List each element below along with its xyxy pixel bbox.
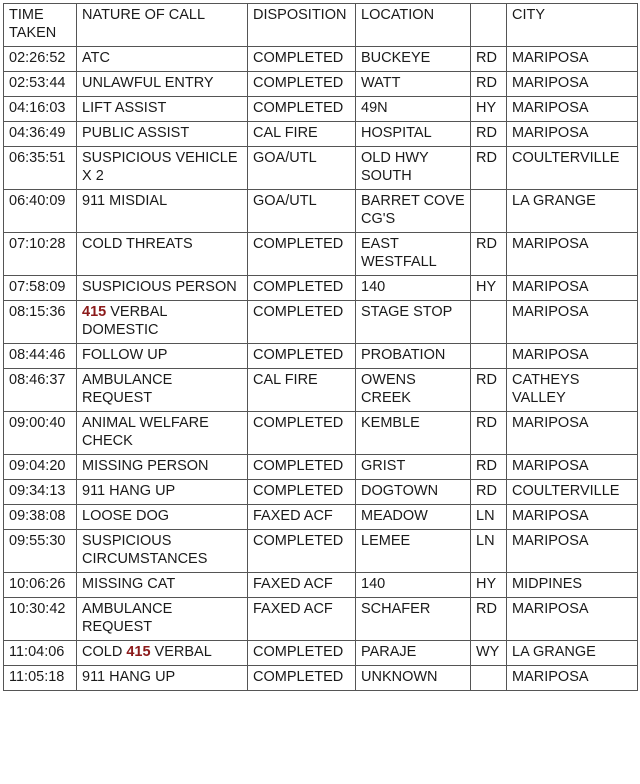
cell-location: 140 bbox=[356, 276, 471, 301]
cell-suffix: RD bbox=[471, 455, 507, 480]
cell-city: MARIPOSA bbox=[507, 47, 638, 72]
cell-disposition: GOA/UTL bbox=[248, 190, 356, 233]
cell-location: STAGE STOP bbox=[356, 301, 471, 344]
cell-suffix: HY bbox=[471, 573, 507, 598]
header-disposition: DISPOSITION bbox=[248, 4, 356, 47]
nature-text: COLD bbox=[82, 644, 127, 660]
table-row bbox=[4, 344, 638, 369]
cell-city: COULTERVILLE bbox=[507, 147, 638, 190]
table-row bbox=[4, 573, 638, 598]
cell-suffix: WY bbox=[471, 641, 507, 666]
cell-nature bbox=[77, 530, 248, 573]
table-row bbox=[4, 480, 638, 505]
cell-time: 08:15:36 bbox=[4, 301, 77, 344]
cell-suffix: RD bbox=[471, 233, 507, 276]
cell-location: BUCKEYE bbox=[356, 47, 471, 72]
cell-city: LA GRANGE bbox=[507, 641, 638, 666]
cell-nature bbox=[77, 47, 248, 72]
cell-time: 08:44:46 bbox=[4, 344, 77, 369]
cell-nature bbox=[77, 72, 248, 97]
cell-location: 49N bbox=[356, 97, 471, 122]
cell-time: 11:05:18 bbox=[4, 666, 77, 691]
table-row bbox=[4, 641, 638, 666]
table-row bbox=[4, 122, 638, 147]
header-time: TIME TAKEN bbox=[4, 4, 77, 47]
cell-location: HOSPITAL bbox=[356, 122, 471, 147]
cell-suffix: RD bbox=[471, 122, 507, 147]
nature-text: LOOSE DOG bbox=[82, 508, 170, 524]
cell-suffix: RD bbox=[471, 369, 507, 412]
cell-nature bbox=[77, 344, 248, 369]
nature-text: FOLLOW UP bbox=[82, 347, 168, 363]
table-row bbox=[4, 412, 638, 455]
header-row bbox=[4, 4, 638, 47]
cell-time: 06:35:51 bbox=[4, 147, 77, 190]
cell-disposition: COMPLETED bbox=[248, 480, 356, 505]
cell-city: MARIPOSA bbox=[507, 505, 638, 530]
cell-suffix: RD bbox=[471, 412, 507, 455]
call-log-table bbox=[3, 3, 638, 691]
cell-disposition: COMPLETED bbox=[248, 666, 356, 691]
nature-text: ATC bbox=[82, 50, 110, 66]
cell-city: MARIPOSA bbox=[507, 598, 638, 641]
table-row bbox=[4, 598, 638, 641]
table-row bbox=[4, 530, 638, 573]
cell-disposition: COMPLETED bbox=[248, 641, 356, 666]
cell-city: MIDPINES bbox=[507, 573, 638, 598]
call-log-body bbox=[4, 47, 638, 691]
nature-text: LIFT ASSIST bbox=[82, 100, 167, 116]
cell-location: OLD HWY SOUTH bbox=[356, 147, 471, 190]
cell-time: 04:36:49 bbox=[4, 122, 77, 147]
cell-disposition: FAXED ACF bbox=[248, 573, 356, 598]
cell-disposition: COMPLETED bbox=[248, 344, 356, 369]
nature-text: MISSING CAT bbox=[82, 576, 176, 592]
nature-text: COLD THREATS bbox=[82, 236, 193, 252]
table-row bbox=[4, 72, 638, 97]
cell-time: 09:38:08 bbox=[4, 505, 77, 530]
cell-time: 09:55:30 bbox=[4, 530, 77, 573]
nature-text: SUSPICIOUS PERSON bbox=[82, 279, 237, 295]
cell-nature bbox=[77, 97, 248, 122]
cell-city: MARIPOSA bbox=[507, 412, 638, 455]
cell-city: MARIPOSA bbox=[507, 276, 638, 301]
cell-location: PARAJE bbox=[356, 641, 471, 666]
cell-time: 04:16:03 bbox=[4, 97, 77, 122]
table-row bbox=[4, 147, 638, 190]
cell-time: 06:40:09 bbox=[4, 190, 77, 233]
cell-suffix bbox=[471, 666, 507, 691]
cell-city: MARIPOSA bbox=[507, 455, 638, 480]
nature-text: ANIMAL WELFARE CHECK bbox=[82, 415, 209, 449]
cell-nature bbox=[77, 147, 248, 190]
cell-disposition: COMPLETED bbox=[248, 233, 356, 276]
cell-city: COULTERVILLE bbox=[507, 480, 638, 505]
nature-text: 911 MISDIAL bbox=[82, 193, 168, 209]
header-location: LOCATION bbox=[356, 4, 471, 47]
cell-nature bbox=[77, 301, 248, 344]
cell-suffix: LN bbox=[471, 505, 507, 530]
cell-nature bbox=[77, 455, 248, 480]
cell-location: EAST WESTFALL bbox=[356, 233, 471, 276]
cell-suffix: RD bbox=[471, 72, 507, 97]
cell-location: BARRET COVE CG'S bbox=[356, 190, 471, 233]
table-row bbox=[4, 190, 638, 233]
cell-disposition: GOA/UTL bbox=[248, 147, 356, 190]
cell-time: 09:34:13 bbox=[4, 480, 77, 505]
cell-location: DOGTOWN bbox=[356, 480, 471, 505]
cell-city: MARIPOSA bbox=[507, 666, 638, 691]
cell-city: MARIPOSA bbox=[507, 530, 638, 573]
header-city: CITY bbox=[507, 4, 638, 47]
cell-nature bbox=[77, 233, 248, 276]
cell-nature bbox=[77, 641, 248, 666]
nature-text: SUSPICIOUS VEHICLE X 2 bbox=[82, 150, 238, 184]
cell-disposition: COMPLETED bbox=[248, 97, 356, 122]
table-row bbox=[4, 369, 638, 412]
cell-nature bbox=[77, 122, 248, 147]
table-row bbox=[4, 233, 638, 276]
cell-nature bbox=[77, 369, 248, 412]
cell-disposition: COMPLETED bbox=[248, 301, 356, 344]
cell-location: WATT bbox=[356, 72, 471, 97]
cell-disposition: COMPLETED bbox=[248, 47, 356, 72]
table-row bbox=[4, 301, 638, 344]
nature-text: AMBULANCE REQUEST bbox=[82, 601, 173, 635]
cell-location: GRIST bbox=[356, 455, 471, 480]
nature-text: PUBLIC ASSIST bbox=[82, 125, 190, 141]
table-row bbox=[4, 97, 638, 122]
cell-time: 09:00:40 bbox=[4, 412, 77, 455]
cell-city: MARIPOSA bbox=[507, 233, 638, 276]
cell-disposition: COMPLETED bbox=[248, 412, 356, 455]
cell-disposition: COMPLETED bbox=[248, 276, 356, 301]
cell-city: MARIPOSA bbox=[507, 122, 638, 147]
cell-disposition: COMPLETED bbox=[248, 72, 356, 97]
cell-time: 08:46:37 bbox=[4, 369, 77, 412]
cell-suffix bbox=[471, 344, 507, 369]
cell-location: PROBATION bbox=[356, 344, 471, 369]
cell-nature bbox=[77, 480, 248, 505]
cell-time: 07:58:09 bbox=[4, 276, 77, 301]
cell-location: OWENS CREEK bbox=[356, 369, 471, 412]
cell-suffix: RD bbox=[471, 147, 507, 190]
nature-text: VERBAL bbox=[150, 644, 212, 660]
cell-time: 09:04:20 bbox=[4, 455, 77, 480]
cell-nature bbox=[77, 573, 248, 598]
table-row bbox=[4, 47, 638, 72]
table-row bbox=[4, 505, 638, 530]
cell-city: MARIPOSA bbox=[507, 344, 638, 369]
cell-disposition: CAL FIRE bbox=[248, 122, 356, 147]
cell-suffix bbox=[471, 190, 507, 233]
cell-city: LA GRANGE bbox=[507, 190, 638, 233]
cell-disposition: COMPLETED bbox=[248, 530, 356, 573]
cell-nature bbox=[77, 598, 248, 641]
nature-text: VERBAL DOMESTIC bbox=[82, 304, 167, 338]
cell-suffix: HY bbox=[471, 276, 507, 301]
header-suffix bbox=[471, 4, 507, 47]
cell-nature bbox=[77, 666, 248, 691]
cell-location: KEMBLE bbox=[356, 412, 471, 455]
cell-suffix bbox=[471, 301, 507, 344]
cell-disposition: FAXED ACF bbox=[248, 598, 356, 641]
cell-time: 10:06:26 bbox=[4, 573, 77, 598]
nature-text: SUSPICIOUS CIRCUMSTANCES bbox=[82, 533, 208, 567]
cell-city: CATHEYS VALLEY bbox=[507, 369, 638, 412]
cell-suffix: LN bbox=[471, 530, 507, 573]
cell-time: 11:04:06 bbox=[4, 641, 77, 666]
cell-city: MARIPOSA bbox=[507, 301, 638, 344]
cell-disposition: COMPLETED bbox=[248, 455, 356, 480]
cell-city: MARIPOSA bbox=[507, 97, 638, 122]
nature-text: 911 HANG UP bbox=[82, 483, 176, 499]
cell-suffix: RD bbox=[471, 47, 507, 72]
table-row bbox=[4, 276, 638, 301]
cell-suffix: RD bbox=[471, 598, 507, 641]
nature-text: MISSING PERSON bbox=[82, 458, 209, 474]
cell-time: 10:30:42 bbox=[4, 598, 77, 641]
cell-nature bbox=[77, 190, 248, 233]
cell-city: MARIPOSA bbox=[507, 72, 638, 97]
cell-location: LEMEE bbox=[356, 530, 471, 573]
cell-location: UNKNOWN bbox=[356, 666, 471, 691]
nature-text: UNLAWFUL ENTRY bbox=[82, 75, 214, 91]
cell-time: 07:10:28 bbox=[4, 233, 77, 276]
cell-location: MEADOW bbox=[356, 505, 471, 530]
cell-location: 140 bbox=[356, 573, 471, 598]
cell-nature bbox=[77, 505, 248, 530]
cell-time: 02:26:52 bbox=[4, 47, 77, 72]
header-nature: NATURE OF CALL bbox=[77, 4, 248, 47]
nature-code-highlight: 415 bbox=[126, 644, 151, 660]
nature-code-highlight: 415 bbox=[82, 304, 107, 320]
nature-text: 911 HANG UP bbox=[82, 669, 176, 685]
cell-disposition: FAXED ACF bbox=[248, 505, 356, 530]
nature-text: AMBULANCE REQUEST bbox=[82, 372, 173, 406]
table-row bbox=[4, 455, 638, 480]
cell-location: SCHAFER bbox=[356, 598, 471, 641]
cell-suffix: RD bbox=[471, 480, 507, 505]
cell-time: 02:53:44 bbox=[4, 72, 77, 97]
cell-nature bbox=[77, 276, 248, 301]
cell-nature bbox=[77, 412, 248, 455]
table-row bbox=[4, 666, 638, 691]
cell-suffix: HY bbox=[471, 97, 507, 122]
cell-disposition: CAL FIRE bbox=[248, 369, 356, 412]
